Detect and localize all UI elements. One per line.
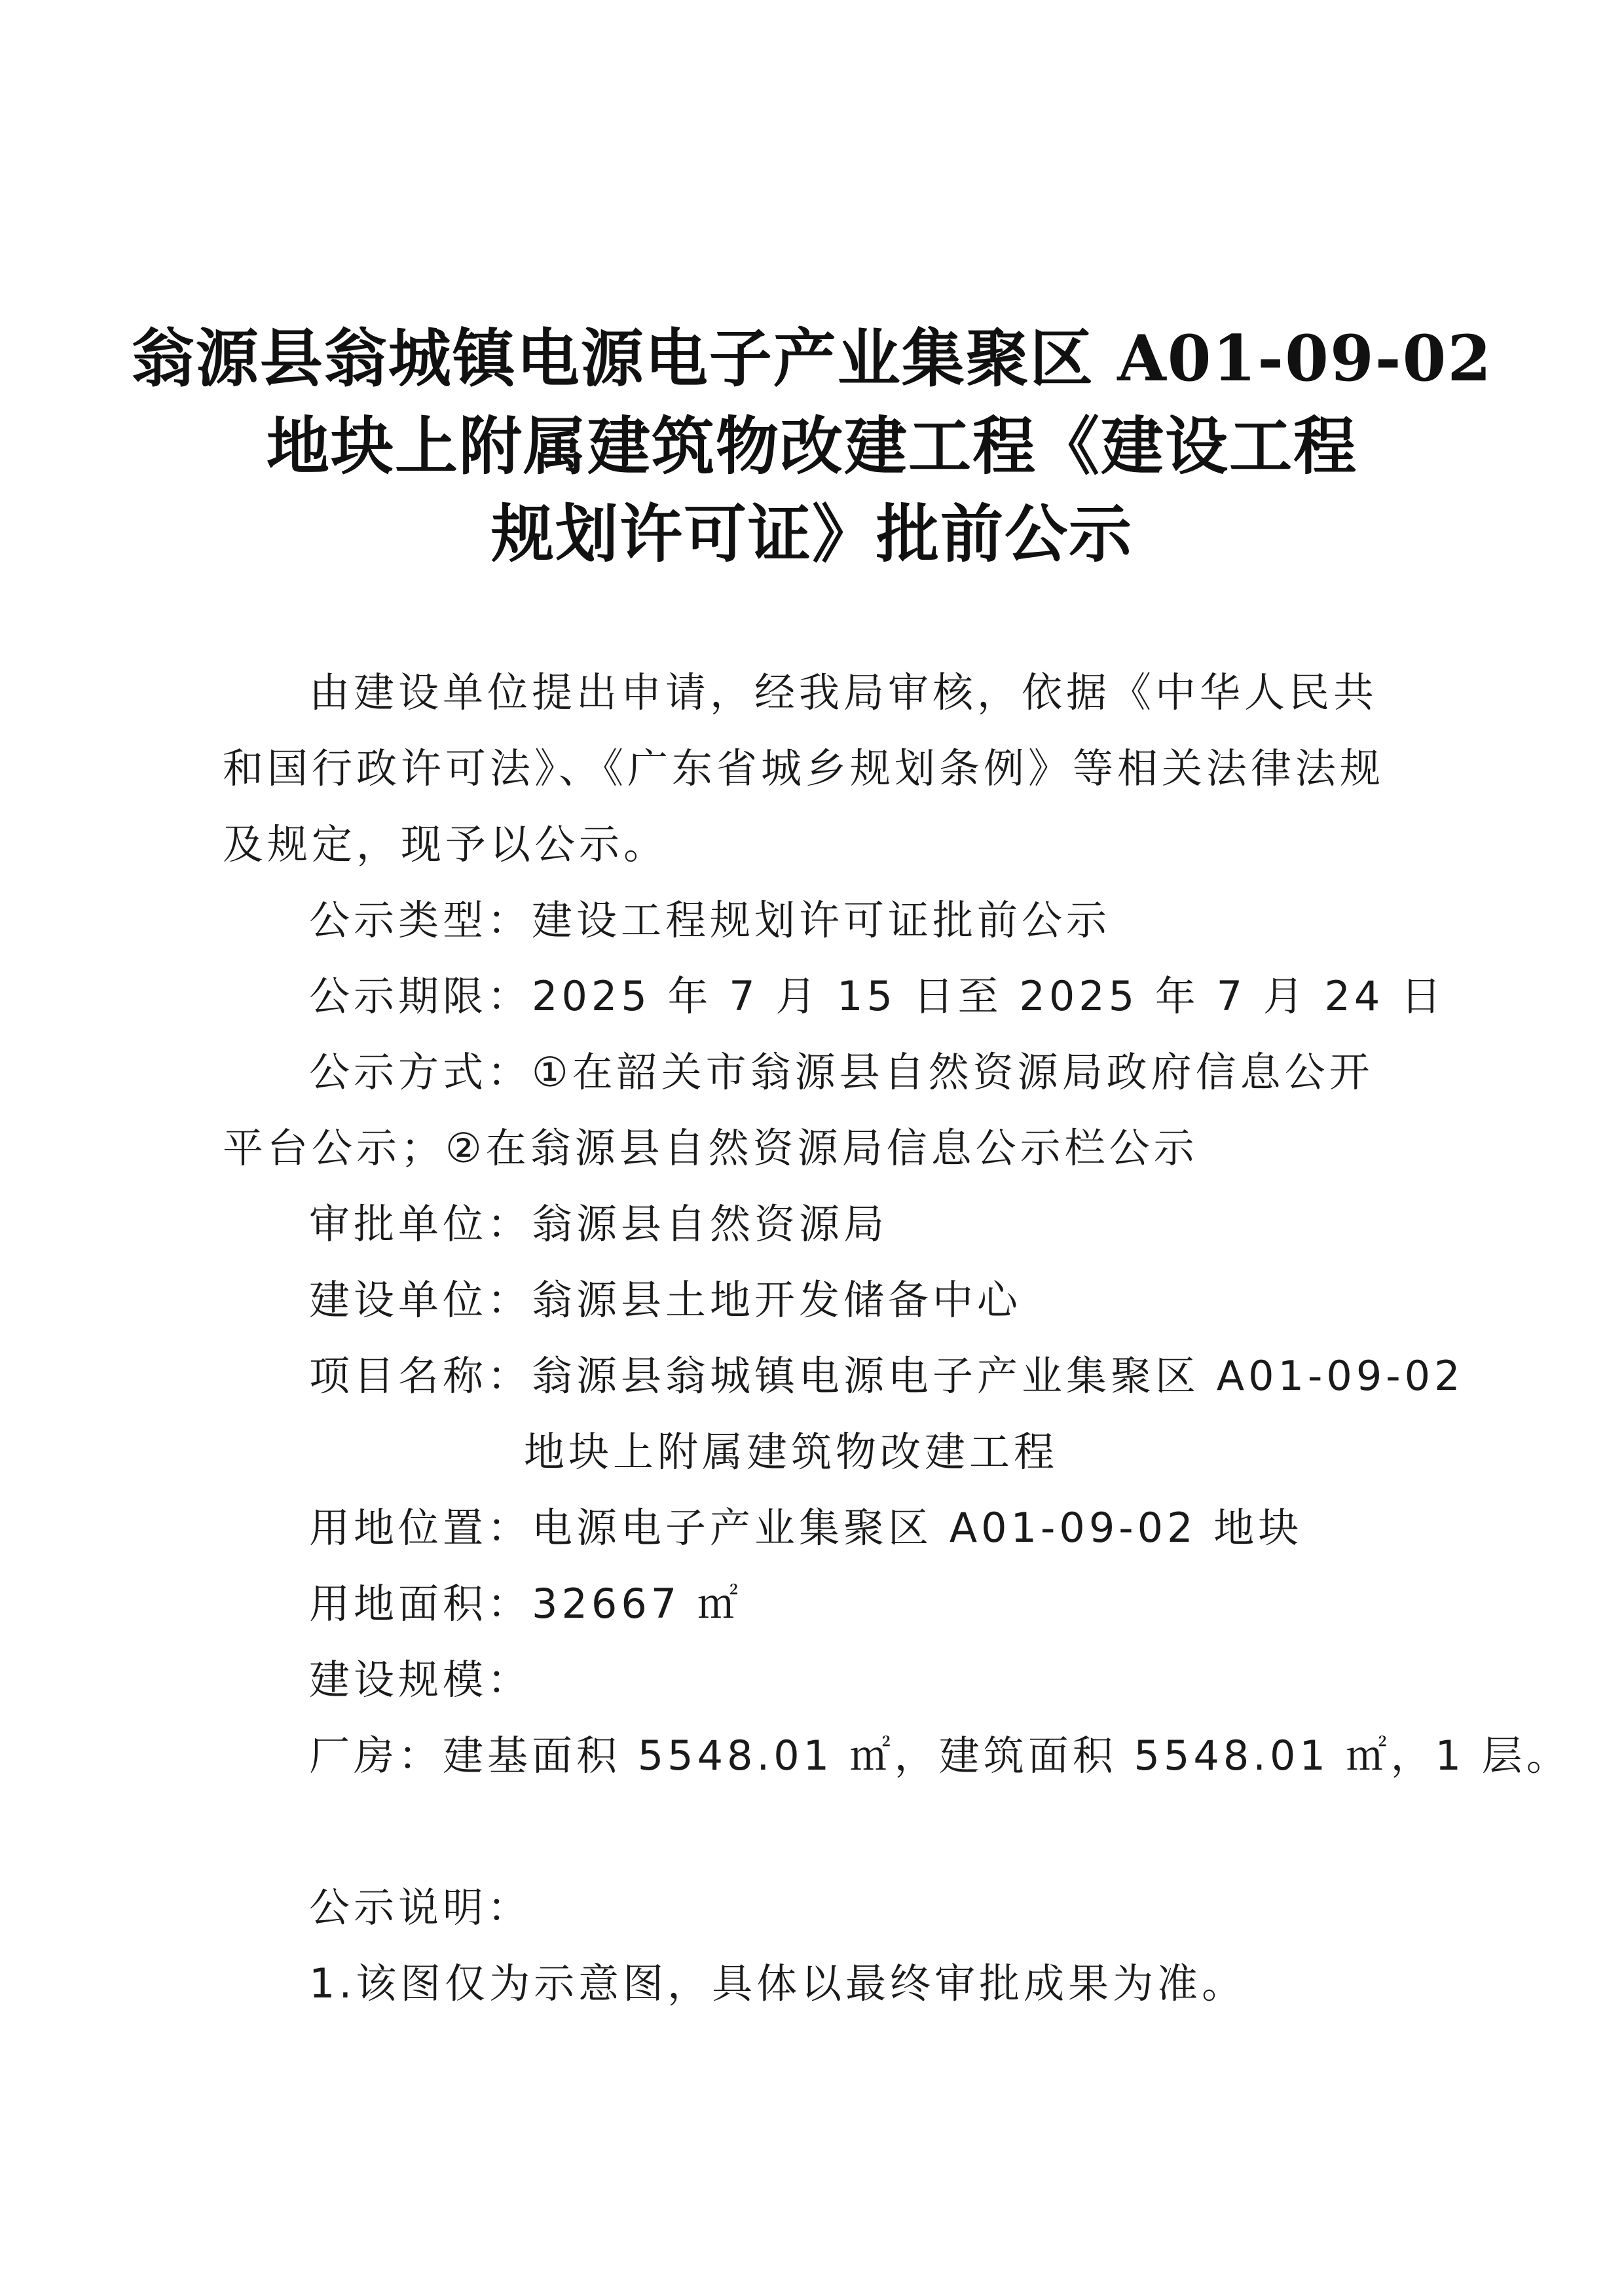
field-location-label: 用地位置：	[309, 1504, 532, 1552]
field-project-label: 项目名称：	[309, 1352, 532, 1400]
field-scale-label: 建设规模：	[309, 1656, 532, 1704]
field-period-label: 公示期限：	[309, 972, 532, 1020]
field-area-value: 32667 ㎡	[532, 1580, 742, 1628]
field-scale-detail: 厂房：建基面积 5548.01 ㎡，建筑面积 5548.01 ㎡，1 层。	[309, 1732, 1571, 1779]
field-approver-value: 翁源县自然资源局	[532, 1200, 889, 1248]
notes-item-1: 1.该图仅为示意图，具体以最终审批成果为准。	[309, 1959, 1247, 2007]
document-title-line-2: 地块上附属建筑物改建工程《建设工程	[267, 409, 1357, 483]
field-builder-label: 建设单位：	[309, 1276, 532, 1324]
field-type	[309, 883, 1111, 958]
field-location-value: 电源电子产业集聚区 A01-09-02 地块	[532, 1504, 1303, 1552]
field-approver-label: 审批单位：	[309, 1200, 532, 1248]
document-title-line-3: 规划许可证》批前公示	[491, 497, 1133, 571]
field-method-label: 公示方式：	[309, 1048, 532, 1096]
field-type-value: 建设工程规划许可证批前公示	[532, 896, 1111, 944]
field-area	[309, 1566, 742, 1642]
field-method-value: ①在韶关市翁源县自然资源局政府信息公开平台公示；②在翁源县自然资源局信息公示栏公示	[223, 1048, 1374, 1172]
field-project	[309, 1338, 1464, 1414]
field-builder-value: 翁源县土地开发储备中心	[532, 1276, 1022, 1324]
field-location	[309, 1490, 1302, 1566]
field-approver	[309, 1186, 888, 1262]
field-period-value: 2025 年 7 月 15 日至 2025 年 7 月 24 日	[532, 972, 1446, 1020]
field-builder	[309, 1262, 1022, 1338]
field-project-value-line-2: 地块上附属建筑物改建工程	[524, 1428, 1059, 1476]
field-area-label: 用地面积：	[309, 1580, 532, 1628]
intro-paragraph: 由建设单位提出申请，经我局审核，依据《中华人民共和国行政许可法》、《广东省城乡规划条例》等相关法律法规及规定，现予以公示。	[223, 668, 1385, 868]
field-method	[223, 1034, 1414, 1186]
field-type-label: 公示类型：	[309, 896, 532, 944]
document-title-line-1: 翁源县翁城镇电源电子产业集聚区 A01-09-02	[131, 321, 1493, 395]
field-project-value-line-1: 翁源县翁城镇电源电子产业集聚区 A01-09-02	[532, 1352, 1464, 1400]
notes-heading: 公示说明：	[309, 1884, 532, 1931]
field-period	[309, 958, 1445, 1034]
